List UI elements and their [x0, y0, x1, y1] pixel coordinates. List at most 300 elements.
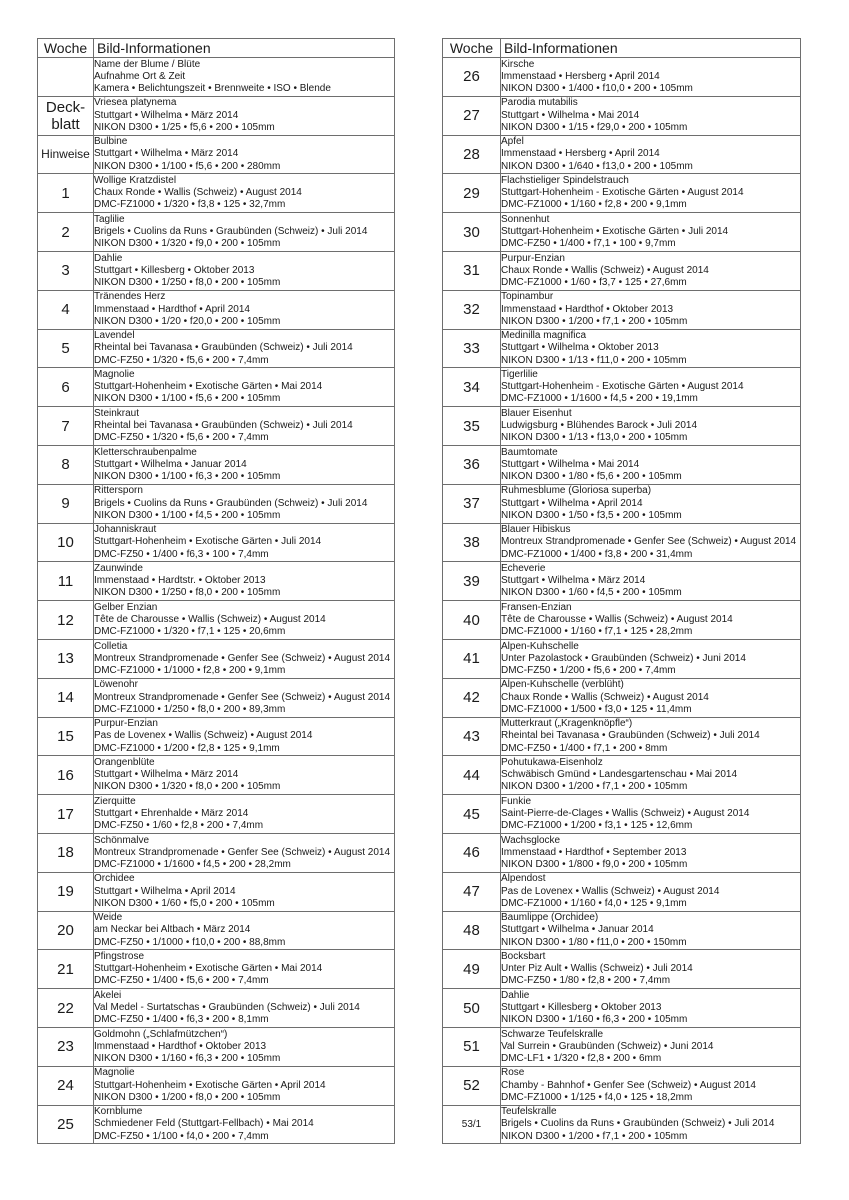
week-number: [38, 1027, 94, 1066]
week-label: 37: [463, 495, 480, 513]
camera-settings: DMC-FZ50 • 1/1000 • f10,0 • 200 • 88,8mm: [94, 936, 286, 948]
table-row: [443, 96, 801, 135]
camera-settings: NIKON D300 • 1/400 • f10,0 • 200 • 105mm: [501, 83, 693, 94]
image-info: [501, 58, 801, 97]
camera-settings: NIKON D300 • 1/100 • f4,5 • 200 • 105mm: [94, 509, 281, 521]
location-date: Stuttgart • Wilhelma • März 2014: [94, 109, 239, 121]
flower-name: Schwarze Teufelskralle: [501, 1028, 604, 1040]
table-row: [443, 135, 801, 174]
flower-name: Rittersporn: [94, 485, 143, 497]
table-row: [38, 484, 395, 523]
location-date: Stuttgart • Wilhelma • April 2014: [501, 497, 643, 509]
location-date: Schmiedener Feld (Stuttgart-Fellbach) • Mai 2014: [94, 1118, 314, 1130]
table-row: [443, 445, 801, 484]
image-info: [94, 484, 395, 523]
camera-settings: DMC-FZ50 • 1/80 • f2,8 • 200 • 7,4mm: [501, 975, 671, 987]
week-label: 10: [57, 533, 74, 551]
camera-settings: NIKON D300 • 1/100 • f5,6 • 200 • 105mm: [94, 393, 281, 405]
location-date: Immenstaad • Hardthof • Oktober 2013: [94, 1040, 267, 1052]
week-number: [443, 174, 501, 213]
table-row: [38, 329, 395, 368]
week-label: 31: [463, 262, 480, 280]
location-date: Rheintal bei Tavanasa • Graubünden (Schweiz) • Juli 2014: [501, 730, 760, 742]
week-number: [443, 795, 501, 834]
table-row: [443, 407, 801, 446]
image-info: [501, 329, 801, 368]
week-number: [38, 484, 94, 523]
flower-name: Kirsche: [501, 58, 535, 70]
week-label: 41: [463, 650, 480, 668]
image-info: [501, 213, 801, 252]
week-number: [38, 213, 94, 252]
week-number: [38, 950, 94, 989]
week-number: [38, 174, 94, 213]
location-date: Saint-Pierre-de-Clages • Wallis (Schweiz) • August 2014: [501, 807, 750, 819]
image-info: [94, 523, 395, 562]
camera-settings: DMC-FZ1000 • 1/200 • f3,1 • 125 • 12,6mm: [501, 820, 693, 832]
flower-name: Teufelskralle: [501, 1106, 557, 1118]
flower-name: Steinkraut: [94, 407, 140, 419]
flower-name: Vriesea platynema: [94, 97, 177, 109]
table-row: [38, 213, 395, 252]
flower-name: Flachstieliger Spindelstrauch: [501, 174, 629, 186]
week-label: 39: [463, 572, 480, 590]
image-info: [94, 290, 395, 329]
table-row: [38, 601, 395, 640]
table-row: [443, 950, 801, 989]
location-date: Stuttgart • Wilhelma • Januar 2014: [94, 458, 247, 470]
week-label: 2: [61, 223, 70, 241]
location-date: Stuttgart-Hohenheim • Exotische Gärten • Juli 2014: [94, 536, 322, 548]
week-number: [38, 562, 94, 601]
week-number: [38, 678, 94, 717]
table-row: [38, 174, 395, 213]
flower-name: Blauer Hibiskus: [501, 524, 571, 536]
week-number: [443, 329, 501, 368]
camera-settings: DMC-FZ1000 • 1/1600 • f4,5 • 200 • 19,1mm: [501, 393, 698, 405]
table-body: [38, 58, 395, 1144]
table-row: [38, 251, 395, 290]
camera-settings: DMC-FZ1000 • 1/320 • f3,8 • 125 • 32,7mm: [94, 199, 286, 211]
week-label: 17: [57, 805, 74, 823]
location-date: Montreux Strandpromenade • Genfer See (Schweiz) • August 2014: [94, 846, 391, 858]
location-date: Rheintal bei Tavanasa • Graubünden (Schweiz) • Juli 2014: [94, 419, 353, 431]
location-date: Stuttgart • Killesberg • Oktober 2013: [501, 1001, 662, 1013]
table-row: [38, 911, 395, 950]
camera-settings: NIKON D300 • 1/200 • f8,0 • 200 • 105mm: [94, 1091, 281, 1103]
table-row: [38, 523, 395, 562]
image-info: [501, 251, 801, 290]
image-info: [501, 562, 801, 601]
flower-name: Pohutukawa-Eisenholz: [501, 756, 603, 768]
week-label: 45: [463, 805, 480, 823]
flower-name: Tigerlilie: [501, 368, 538, 380]
camera-settings: DMC-FZ1000 • 1/125 • f4,0 • 125 • 18,2mm: [501, 1091, 693, 1103]
image-info: [94, 174, 395, 213]
week-label: 32: [463, 301, 480, 319]
location-date: Stuttgart • Killesberg • Oktober 2013: [94, 264, 255, 276]
table-row: [443, 795, 801, 834]
week-label: 22: [57, 999, 74, 1017]
camera-settings: NIKON D300 • 1/160 • f6,3 • 200 • 105mm: [501, 1014, 688, 1026]
location-date: Schwäbisch Gmünd • Landesgartenschau • Mai 2014: [501, 769, 738, 781]
week-number: [443, 756, 501, 795]
week-number: [443, 445, 501, 484]
location-date: Brigels • Cuolins da Runs • Graubünden (Schweiz) • Juli 2014: [501, 1118, 775, 1130]
camera-settings: NIKON D300 • 1/640 • f13,0 • 200 • 105mm: [501, 160, 693, 172]
week-number: [38, 368, 94, 407]
location-date: Brigels • Cuolins da Runs • Graubünden (Schweiz) • Juli 2014: [94, 497, 368, 509]
week-label: 6: [61, 378, 70, 396]
image-info: [501, 950, 801, 989]
location-date: Stuttgart-Hohenheim - Exotische Gärten • August 2014: [501, 187, 744, 199]
camera-settings: DMC-FZ50 • 1/200 • f5,6 • 200 • 7,4mm: [501, 664, 676, 676]
image-info: [94, 989, 395, 1028]
week-number: [443, 1066, 501, 1105]
image-info: [94, 96, 395, 135]
location-date: Immenstaad • Hardthof • Oktober 2013: [501, 303, 674, 315]
table-row: [443, 872, 801, 911]
image-info: [94, 911, 395, 950]
flower-name: Weide: [94, 912, 123, 924]
image-info: [94, 833, 395, 872]
flower-name: Zaunwinde: [94, 562, 143, 574]
week-label: 50: [463, 999, 480, 1017]
flower-name: Alpen-Kuhschelle: [501, 640, 579, 652]
camera-settings: NIKON D300 • 1/200 • f7,1 • 200 • 105mm: [501, 1130, 688, 1142]
camera-settings: NIKON D300 • 1/250 • f8,0 • 200 • 105mm: [94, 587, 281, 599]
image-info: [94, 756, 395, 795]
image-info: [94, 329, 395, 368]
flower-name: Akelei: [94, 989, 122, 1001]
location-date: Chaux Ronde • Wallis (Schweiz) • August 2014: [501, 264, 709, 276]
camera-settings: DMC-FZ50 • 1/320 • f5,6 • 200 • 7,4mm: [94, 354, 269, 366]
week-number: [38, 290, 94, 329]
flower-name: Apfel: [501, 136, 524, 148]
camera-settings: NIKON D300 • 1/320 • f9,0 • 200 • 105mm: [94, 238, 281, 250]
week-number: [38, 833, 94, 872]
location-date: Stuttgart-Hohenheim • Exotische Gärten • Mai 2014: [94, 381, 323, 393]
location-date: Unter Pazolastock • Graubünden (Schweiz) • Juni 2014: [501, 652, 746, 664]
flower-name: Lavendel: [94, 330, 135, 342]
table-row: [38, 678, 395, 717]
flower-name: Schönmalve: [94, 834, 150, 846]
location-date: Ludwigsburg • Blühendes Barock • Juli 2014: [501, 419, 698, 431]
week-number: [443, 1105, 501, 1144]
week-number: [38, 58, 94, 97]
camera-settings: DMC-FZ50 • 1/400 • f6,3 • 100 • 7,4mm: [94, 548, 269, 560]
flower-name: Ruhmesblume (Gloriosa superba): [501, 485, 652, 497]
image-info: [501, 601, 801, 640]
table-row: [38, 639, 395, 678]
week-number: [38, 717, 94, 756]
table-row: [38, 562, 395, 601]
table-row: [443, 911, 801, 950]
week-label: 5: [61, 339, 70, 357]
week-label: 26: [463, 68, 480, 86]
week-label: 52: [463, 1077, 480, 1095]
image-info: [501, 1027, 801, 1066]
flower-name: Funkie: [501, 795, 532, 807]
week-number: [443, 911, 501, 950]
image-info: [94, 639, 395, 678]
week-label: 12: [57, 611, 74, 629]
location-date: Stuttgart • Wilhelma • Oktober 2013: [501, 342, 659, 354]
camera-settings: DMC-FZ1000 • 1/200 • f2,8 • 125 • 9,1mm: [94, 742, 280, 754]
camera-settings: DMC-FZ50 • 1/400 • f5,6 • 200 • 7,4mm: [94, 975, 269, 987]
week-number: [443, 407, 501, 446]
location-date: Stuttgart-Hohenheim • Exotische Gärten • Juli 2014: [501, 225, 729, 237]
flower-name: Baumtomate: [501, 446, 558, 458]
camera-settings: NIKON D300 • 1/200 • f7,1 • 200 • 105mm: [501, 315, 688, 327]
table-row: [38, 989, 395, 1028]
week-number: [443, 872, 501, 911]
week-number: [443, 639, 501, 678]
week-label: 49: [463, 960, 480, 978]
location-date: Stuttgart • Wilhelma • März 2014: [94, 769, 239, 781]
week-label: 43: [463, 727, 480, 745]
table-row: [443, 601, 801, 640]
table-row: [443, 756, 801, 795]
camera-settings: NIKON D300 • 1/15 • f29,0 • 200 • 105mm: [501, 121, 688, 133]
image-info: [501, 678, 801, 717]
camera-settings: DMC-FZ50 • 1/100 • f4,0 • 200 • 7,4mm: [94, 1130, 269, 1142]
table-row: [38, 290, 395, 329]
week-label: 46: [463, 844, 480, 862]
location-date: Val Medel - Surtatschas • Graubünden (Schweiz) • Juli 2014: [94, 1001, 360, 1013]
week-number: [443, 484, 501, 523]
week-number: [443, 523, 501, 562]
location-date: Val Surrein • Graubünden (Schweiz) • Juni 2014: [501, 1040, 714, 1052]
week-label: 18: [57, 844, 74, 862]
camera-settings: DMC-FZ50 • 1/400 • f7,1 • 200 • 8mm: [501, 742, 668, 754]
flower-name: Parodia mutabilis: [501, 97, 578, 109]
image-info: [501, 407, 801, 446]
column-header-week: Woche: [443, 39, 501, 58]
table-row: [38, 368, 395, 407]
flower-name: Name der Blume / Blüte: [94, 58, 201, 70]
image-info: [501, 795, 801, 834]
flower-name: Orchidee: [94, 873, 135, 885]
image-info: [501, 911, 801, 950]
table-row: [38, 58, 395, 97]
flower-name: Colletia: [94, 640, 128, 652]
image-info: [94, 1066, 395, 1105]
image-info: [501, 1105, 801, 1144]
week-label: 44: [463, 766, 480, 784]
image-info: [501, 445, 801, 484]
table-row: [443, 639, 801, 678]
camera-settings: DMC-FZ1000 • 1/320 • f7,1 • 125 • 20,6mm: [94, 626, 286, 638]
camera-settings: NIKON D300 • 1/25 • f5,6 • 200 • 105mm: [94, 121, 275, 133]
image-info: [94, 58, 395, 97]
week-number: [443, 135, 501, 174]
image-info: [94, 717, 395, 756]
camera-settings: NIKON D300 • 1/200 • f7,1 • 200 • 105mm: [501, 781, 688, 793]
location-date: Aufnahme Ort & Zeit: [94, 70, 186, 82]
location-date: Immenstaad • Hardtstr. • Oktober 2013: [94, 575, 266, 587]
location-date: Stuttgart-Hohenheim • Exotische Gärten • April 2014: [94, 1079, 326, 1091]
week-label: 13: [57, 650, 74, 668]
table-header-row: [38, 39, 395, 58]
table-row: [38, 833, 395, 872]
flower-name: Kornblume: [94, 1106, 143, 1118]
week-number: [38, 523, 94, 562]
table-row: [443, 484, 801, 523]
image-info: [94, 795, 395, 834]
table-row: [38, 795, 395, 834]
table-row: [38, 950, 395, 989]
location-date: Brigels • Cuolins da Runs • Graubünden (Schweiz) • Juli 2014: [94, 225, 368, 237]
flower-name: Medinilla magnifica: [501, 330, 587, 342]
week-number: [38, 989, 94, 1028]
week-label: 48: [463, 921, 480, 939]
camera-settings: NIKON D300 • 1/100 • f5,6 • 200 • 280mm: [94, 160, 281, 172]
week-label: 34: [463, 378, 480, 396]
week-label: 47: [463, 883, 480, 901]
camera-settings: DMC-FZ50 • 1/320 • f5,6 • 200 • 7,4mm: [94, 432, 269, 444]
image-info: [501, 174, 801, 213]
image-info: [501, 1066, 801, 1105]
table-row: [38, 1066, 395, 1105]
column-header-info: Bild-Informationen: [94, 39, 395, 58]
image-info: [94, 251, 395, 290]
week-number: [38, 251, 94, 290]
week-number: [443, 989, 501, 1028]
week-label: 36: [463, 456, 480, 474]
week-number: [443, 290, 501, 329]
week-number: [38, 96, 94, 135]
camera-settings: DMC-FZ1000 • 1/500 • f3,0 • 125 • 11,4mm: [501, 703, 692, 715]
flower-name: Mutterkraut („Kragenknöpfle“): [501, 718, 633, 730]
week-label: 38: [463, 533, 480, 551]
table-row: [38, 96, 395, 135]
image-info: [94, 1105, 395, 1144]
image-info: [501, 523, 801, 562]
flower-name: Rose: [501, 1067, 525, 1079]
week-label: 9: [61, 495, 70, 513]
table-row: [38, 756, 395, 795]
table-row: [443, 678, 801, 717]
column-header-info: Bild-Informationen: [501, 39, 801, 58]
week-number: [38, 756, 94, 795]
camera-settings: NIKON D300 • 1/250 • f8,0 • 200 • 105mm: [94, 276, 281, 288]
location-date: Stuttgart • Wilhelma • Januar 2014: [501, 924, 654, 936]
table-row: [443, 58, 801, 97]
image-info: [94, 872, 395, 911]
flower-name: Topinambur: [501, 291, 554, 303]
table-row: [38, 1105, 395, 1144]
flower-name: Echeverie: [501, 562, 546, 574]
flower-name: Dahlie: [94, 252, 123, 264]
camera-settings: Kamera • Belichtungszeit • Brennweite • ISO • Blende: [94, 83, 331, 94]
location-date: Pas de Lovenex • Wallis (Schweiz) • August 2014: [94, 730, 313, 742]
location-date: Chamby - Bahnhof • Genfer See (Schweiz) • August 2014: [501, 1079, 756, 1091]
table-row: [38, 717, 395, 756]
camera-settings: DMC-FZ1000 • 1/60 • f3,7 • 125 • 27,6mm: [501, 276, 687, 288]
week-label: 21: [57, 960, 74, 978]
location-date: Stuttgart • Wilhelma • Mai 2014: [501, 109, 640, 121]
table-header-row: [443, 39, 801, 58]
camera-settings: DMC-FZ1000 • 1/400 • f3,8 • 200 • 31,4mm: [501, 548, 693, 560]
week-number: [443, 251, 501, 290]
image-info: [94, 678, 395, 717]
location-date: Stuttgart • Wilhelma • Mai 2014: [501, 458, 640, 470]
location-date: Tête de Charousse • Wallis (Schweiz) • August 2014: [94, 613, 326, 625]
table-row: [443, 174, 801, 213]
week-number: [443, 562, 501, 601]
table-row: [38, 1027, 395, 1066]
table-row: [443, 1066, 801, 1105]
week-number: [38, 601, 94, 640]
week-label: 33: [463, 339, 480, 357]
camera-settings: DMC-FZ1000 • 1/1600 • f4,5 • 200 • 28,2mm: [94, 858, 291, 870]
image-info: [501, 368, 801, 407]
location-date: Tête de Charousse • Wallis (Schweiz) • August 2014: [501, 613, 733, 625]
week-label: 35: [463, 417, 480, 435]
week-number: [38, 1066, 94, 1105]
location-date: Montreux Strandpromenade • Genfer See (Schweiz) • August 2014: [94, 691, 391, 703]
image-info: [94, 950, 395, 989]
week-label: Hinweise: [41, 147, 90, 162]
location-date: Unter Piz Ault • Wallis (Schweiz) • Juli 2014: [501, 963, 693, 975]
flower-name: Goldmohn („Schlafmützchen“): [94, 1028, 228, 1040]
flower-name: Kletterschraubenpalme: [94, 446, 197, 458]
camera-settings: DMC-FZ1000 • 1/160 • f7,1 • 125 • 28,2mm: [501, 626, 693, 638]
image-info: [501, 135, 801, 174]
flower-name: Wachsglocke: [501, 834, 561, 846]
week-label: 40: [463, 611, 480, 629]
flower-name: Tränendes Herz: [94, 291, 166, 303]
week-label: 19: [57, 883, 74, 901]
week-number: [38, 135, 94, 174]
table-row: [443, 989, 801, 1028]
week-label: 42: [463, 689, 480, 707]
location-date: Stuttgart-Hohenheim • Exotische Gärten • Mai 2014: [94, 963, 323, 975]
week-label: 24: [57, 1077, 74, 1095]
image-info: [94, 562, 395, 601]
flower-name: Pfingstrose: [94, 950, 145, 962]
location-date: Stuttgart • Ehrenhalde • März 2014: [94, 807, 249, 819]
flower-name: Dahlie: [501, 989, 530, 1001]
flower-name: Wollige Kratzdistel: [94, 174, 177, 186]
image-info: [94, 407, 395, 446]
week-number: [443, 96, 501, 135]
week-label: 30: [463, 223, 480, 241]
camera-settings: DMC-FZ50 • 1/400 • f6,3 • 200 • 8,1mm: [94, 1014, 269, 1026]
camera-settings: DMC-FZ1000 • 1/160 • f4,0 • 125 • 9,1mm: [501, 897, 687, 909]
table-row: [443, 213, 801, 252]
week-number: [38, 911, 94, 950]
flower-name: Johanniskraut: [94, 524, 157, 536]
image-info: [94, 445, 395, 484]
flower-name: Blauer Eisenhut: [501, 407, 572, 419]
table-row: [443, 717, 801, 756]
image-info: [501, 756, 801, 795]
camera-settings: NIKON D300 • 1/60 • f5,0 • 200 • 105mm: [94, 897, 275, 909]
image-info: [501, 717, 801, 756]
week-label: 8: [61, 456, 70, 474]
location-date: Stuttgart • Wilhelma • März 2014: [94, 148, 239, 160]
week-label: Deck-: [45, 98, 86, 116]
flower-name: Baumlippe (Orchidee): [501, 912, 599, 924]
week-number: [443, 601, 501, 640]
table-row: [38, 445, 395, 484]
table-body: [443, 58, 801, 1144]
week-number: [443, 950, 501, 989]
camera-settings: NIKON D300 • 1/100 • f6,3 • 200 • 105mm: [94, 470, 281, 482]
flower-name: Orangenblüte: [94, 756, 155, 768]
